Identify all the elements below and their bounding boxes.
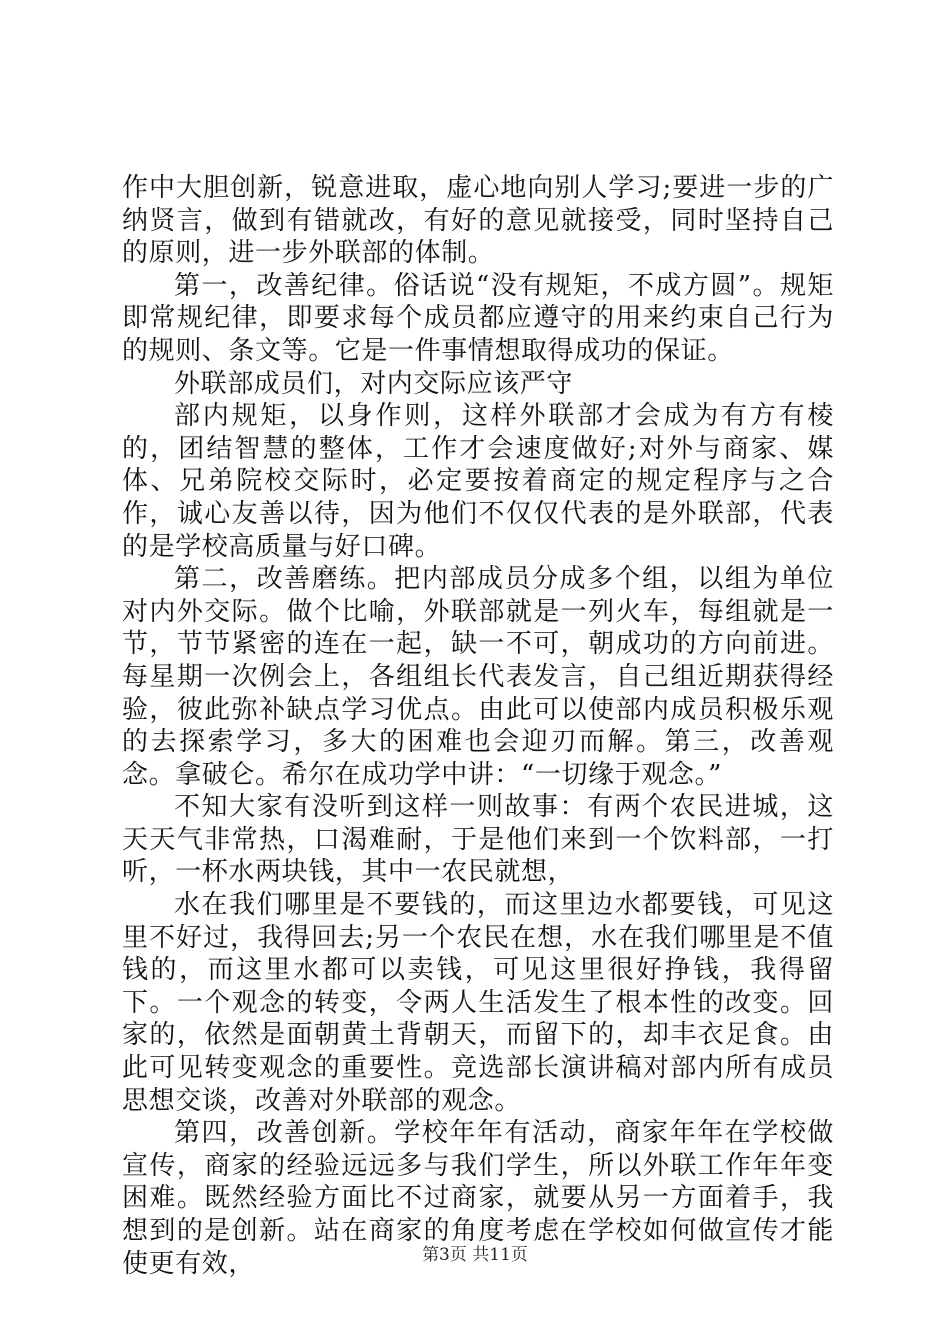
paragraph-6: 不知大家有没听到这样一则故事：有两个农民进城，这天天气非常热，口渴难耐，于是他们来到一个饮料部，一打听，一杯水两块钱，其中一农民就想， [122, 792, 834, 888]
page-number-label: 第3页 共11页 [422, 1245, 528, 1265]
document-body [122, 172, 834, 1280]
paragraph-4: 部内规矩，以身作则，这样外联部才会成为有方有棱的，团结智慧的整体，工作才会速度做好;对外与商家、媒体、兄弟院校交际时，必定要按着商定的规定程序与之合作，诚心友善以待，因为他们不仅仅代表的是外联部，代表的是学校高质量与好口碑。 [122, 401, 834, 562]
paragraph-5: 第二，改善磨练。把内部成员分成多个组，以组为单位对内外交际。做个比喻，外联部就是一列火车，每组就是一节，节节紧密的连在一起，缺一不可，朝成功的方向前进。每星期一次例会上，各组组长代表发言，自己组近期获得经验，彼此弥补缺点学习优点。由此可以使部内成员积极乐观的去探索学习，多大的困难也会迎刃而解。第三，改善观念。拿破仑。希尔在成功学中讲：“一切缘于观念。” [122, 564, 834, 790]
page-footer [0, 1245, 950, 1265]
paragraph-3: 外联部成员们，对内交际应该严守 [174, 368, 574, 399]
paragraph-7: 水在我们哪里是不要钱的，而这里边水都要钱，可见这里不好过，我得回去;另一个农民在想，水在我们哪里是不值钱的，而这里水都可以卖钱，可见这里很好挣钱，我得留下。一个观念的转变，令两人生活发生了根本性的改变。回家的，依然是面朝黄土背朝天，而留下的，却丰衣足食。由此可见转变观念的重要性。竞选部长演讲稿对部内所有成员思想交谈，改善对外联部的观念。 [122, 890, 834, 1116]
paragraph-1: 作中大胆创新，锐意进取，虚心地向别人学习;要进一步的广纳贤言，做到有错就改，有好的意见就接受，同时坚持自己的原则，进一步外联部的体制。 [122, 173, 834, 269]
paragraph-8: 第四，改善创新。学校年年有活动，商家年年在学校做宣传，商家的经验远远多与我们学生，所以外联工作年年变困难。既然经验方面比不过商家，就要从另一方面着手，我想到的是创新。站在商家的角度考虑在学校如何做宣传才能使更有效， [122, 1118, 834, 1279]
paragraph-2: 第一，改善纪律。俗话说“没有规矩，不成方圆”。规矩即常规纪律，即要求每个成员都应遵守的用来约束自己行为的规则、条文等。它是一件事情想取得成功的保证。 [122, 270, 834, 366]
